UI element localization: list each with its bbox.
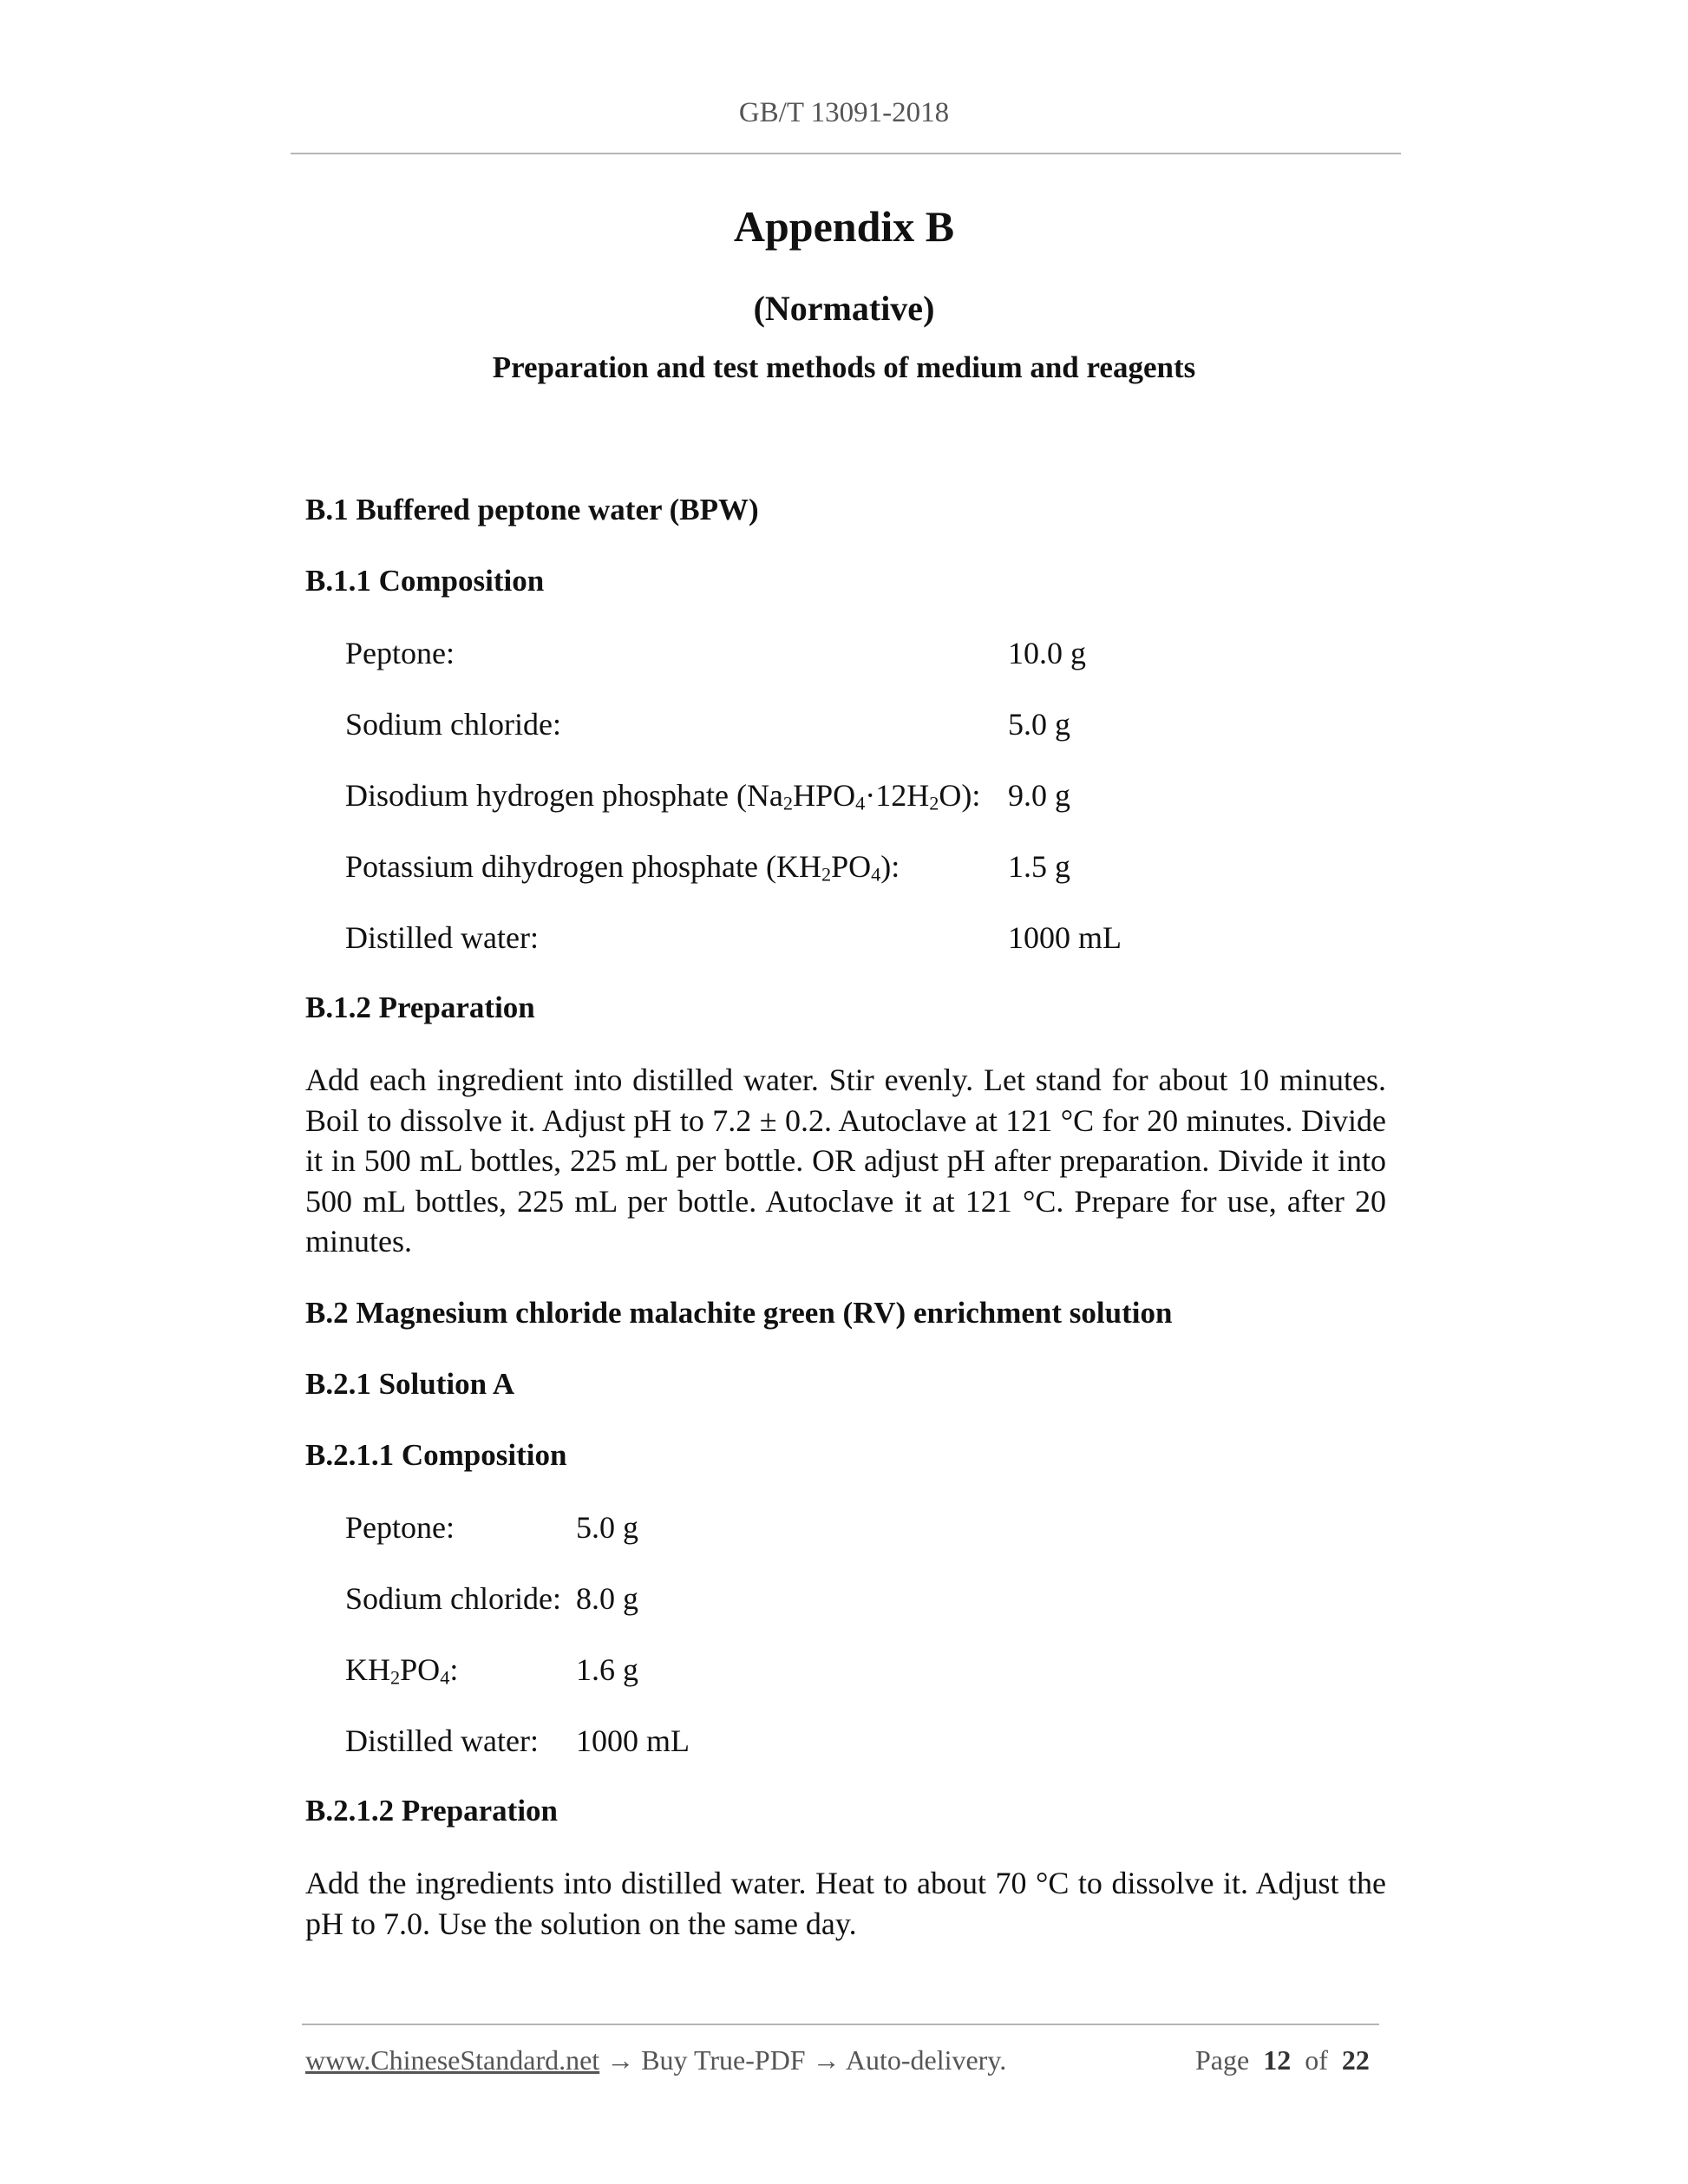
ingredient-amount: 1.5 g bbox=[1008, 849, 1070, 884]
auto-delivery-text: Auto-delivery. bbox=[845, 2044, 1007, 2076]
ingredient-label: Peptone: bbox=[345, 1510, 455, 1545]
ingredient-amount: 1.6 g bbox=[576, 1652, 638, 1687]
ingredient-label: Distilled water: bbox=[345, 920, 539, 955]
ingredient-label: Peptone: bbox=[345, 636, 455, 670]
ingredient-amount: 9.0 g bbox=[1008, 778, 1070, 813]
footer-promo bbox=[305, 2044, 1006, 2076]
section-heading-b2: B.2 Magnesium chloride malachite green (RV) enrichment solution bbox=[305, 1296, 1173, 1330]
preparation-paragraph: Add the ingredients into distilled water. Heat to about 70 °C to dissolve it. Adjust the pH to 7.0. Use the solution on the same day. bbox=[305, 1866, 1386, 1941]
ingredient-label: Potassium dihydrogen phosphate $(KH_2PO_4)$: bbox=[345, 849, 900, 886]
appendix-title: Appendix B bbox=[733, 202, 955, 251]
buy-pdf-text: Buy True-PDF bbox=[641, 2044, 806, 2076]
ingredient-amount: 8.0 g bbox=[576, 1581, 638, 1616]
subsection-heading-b2-1: B.2.1 Solution A bbox=[305, 1367, 515, 1401]
ingredient-label: Sodium chloride: bbox=[345, 707, 561, 742]
subsection-heading-b1-2: B.1.2 Preparation bbox=[305, 991, 535, 1024]
footer-rule bbox=[302, 2024, 1379, 2025]
ingredient-label: $KH_2PO_4$: bbox=[345, 1652, 459, 1689]
appendix-subtitle: Preparation and test methods of medium and reagents bbox=[492, 350, 1196, 384]
subsection-heading-b1-1: B.1.1 Composition bbox=[305, 564, 545, 598]
ingredient-label: Sodium chloride: bbox=[345, 1581, 561, 1616]
ingredient-amount: 1000 mL bbox=[1008, 920, 1122, 955]
subsection-heading-b2-1-2: B.2.1.2 Preparation bbox=[305, 1794, 559, 1828]
ingredient-amount: 5.0 g bbox=[1008, 707, 1070, 742]
ingredient-amount: 5.0 g bbox=[576, 1510, 638, 1545]
arrow-right-icon: → bbox=[812, 2044, 841, 2076]
page-current: 12 bbox=[1263, 2044, 1292, 2076]
ingredient-label: Distilled water: bbox=[345, 1723, 539, 1758]
appendix-type: (Normative) bbox=[753, 289, 935, 328]
section-heading-b1: B.1 Buffered peptone water (BPW) bbox=[305, 493, 759, 526]
ingredient-amount: 1000 mL bbox=[576, 1723, 690, 1758]
page-total: 22 bbox=[1341, 2044, 1370, 2076]
ingredient-amount: 10.0 g bbox=[1008, 636, 1086, 670]
ingredient-label: Disodium hydrogen phosphate $(Na_2HPO_4\cdot 12H_2O)$: bbox=[345, 778, 981, 814]
header-rule bbox=[291, 153, 1401, 154]
arrow-right-icon: → bbox=[606, 2044, 635, 2076]
running-header: GB/T 13091-2018 bbox=[738, 97, 950, 128]
page-number: Page 12 of 22 bbox=[1195, 2044, 1370, 2076]
website-link[interactable]: www.ChineseStandard.net bbox=[305, 2044, 600, 2076]
preparation-paragraph: Add each ingredient into distilled water. Stir evenly. Let stand for about 10 minutes. Boil to dissolve it. Adjust pH to 7.2 ± 0.2. Autoclave at 121 °C for 20 minutes. Divide it in 500 mL bottles, 225 mL per bottle. OR adjust pH after preparation. Divide it into 500 mL bottles, 225 mL per bottle. Autoclave it at 121 °C. Prepare for use, after 20 minutes. bbox=[305, 1063, 1386, 1259]
subsection-heading-b2-1-1: B.2.1.1 Composition bbox=[305, 1438, 567, 1472]
